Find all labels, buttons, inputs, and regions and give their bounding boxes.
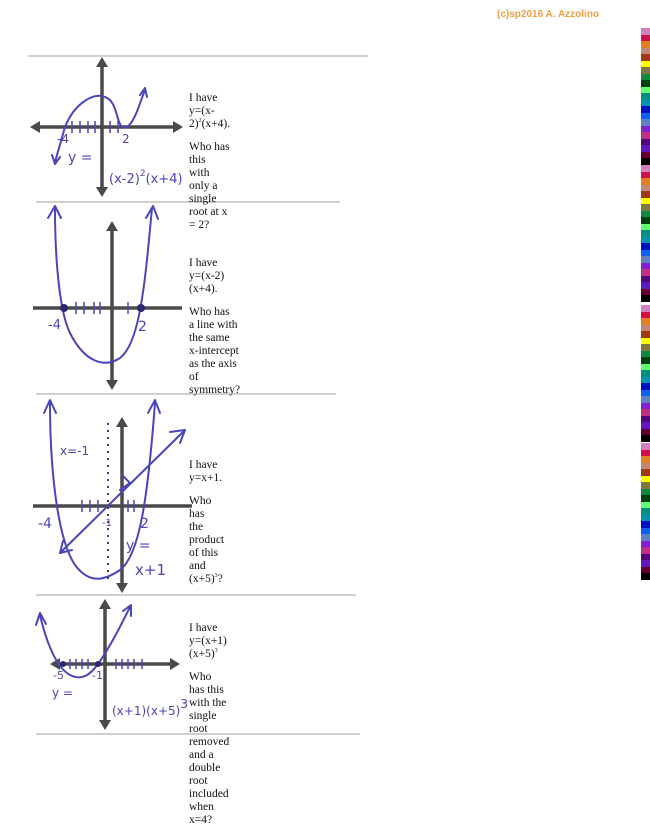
i-have-label: I have (189, 257, 218, 269)
graph-label-y: y = (126, 538, 151, 554)
question-line-2: as the axis of symmetry? (189, 358, 241, 396)
color-palette-strip (641, 165, 650, 302)
graph-label-line-expr: x+1 (135, 561, 166, 579)
card-text (189, 257, 240, 397)
graph-label-axis-of-symmetry: x=-1 (60, 444, 90, 458)
equation: $y=(x+1)(x+5)^3$ (189, 635, 227, 660)
palette-swatch (641, 435, 650, 442)
equation: y=(x-2)(x+4). (189, 270, 225, 295)
graph-label-left-root: -5 (53, 669, 64, 682)
graph-quartic (30, 597, 190, 732)
graph-cubic-double-root (30, 57, 190, 197)
question: the product of this and $(x+5)^3$? (189, 521, 225, 585)
graph-label-left-root: -4 (48, 318, 61, 333)
graph-label-left-root: -4 (38, 516, 52, 532)
who-has-label: Who has (189, 306, 230, 318)
graph-parabola (30, 203, 190, 393)
color-palette-strip (641, 305, 650, 442)
palette-swatch (641, 158, 650, 165)
graph-label-expr: $(x-2)^2(x+4)$ (109, 169, 183, 187)
graph-label-y: y = (52, 686, 73, 700)
palette-swatch (641, 573, 650, 580)
graph-label-left-root: -4 (57, 132, 69, 146)
graph-label-right-root: -1 (92, 669, 103, 682)
copyright-credit: (c)sp2016 A. Azzolino (497, 9, 600, 20)
graph-label-y: y = (68, 150, 93, 166)
graph-label-right-root: 2 (122, 132, 130, 146)
graph-label-right-root: 2 (140, 516, 149, 532)
card-text (189, 622, 229, 827)
question-line-1: a line with the same x-intercept (189, 319, 239, 357)
i-have-label: I have (189, 92, 218, 104)
palette-swatch (641, 295, 650, 302)
i-have-label: I have (189, 459, 218, 471)
i-have-label: I have (189, 622, 218, 634)
question: with only a single root at x = 2? (189, 167, 228, 231)
who-has-label: Who has (189, 495, 212, 520)
card-text (189, 92, 230, 232)
graph-label-right-root: 2 (138, 319, 147, 335)
equation: $y=(x-2)^2(x+4)$. (189, 105, 231, 130)
who-has-label: Who has this (189, 671, 224, 696)
color-palette-strip (641, 443, 650, 580)
who-has-label: Who has this (189, 141, 230, 166)
card-text (189, 459, 224, 586)
color-palette-strip (641, 28, 650, 165)
equation: y=x+1. (189, 472, 223, 484)
graph-parabola-and-line (30, 395, 195, 595)
graph-label-expr: (x+1)(x+5)3 (112, 697, 188, 718)
question-line-1: with the single root removed and a (189, 697, 230, 761)
graph-label-vertex-x: -1 (102, 518, 112, 529)
question-line-2: double root included when x=4? (189, 762, 229, 826)
